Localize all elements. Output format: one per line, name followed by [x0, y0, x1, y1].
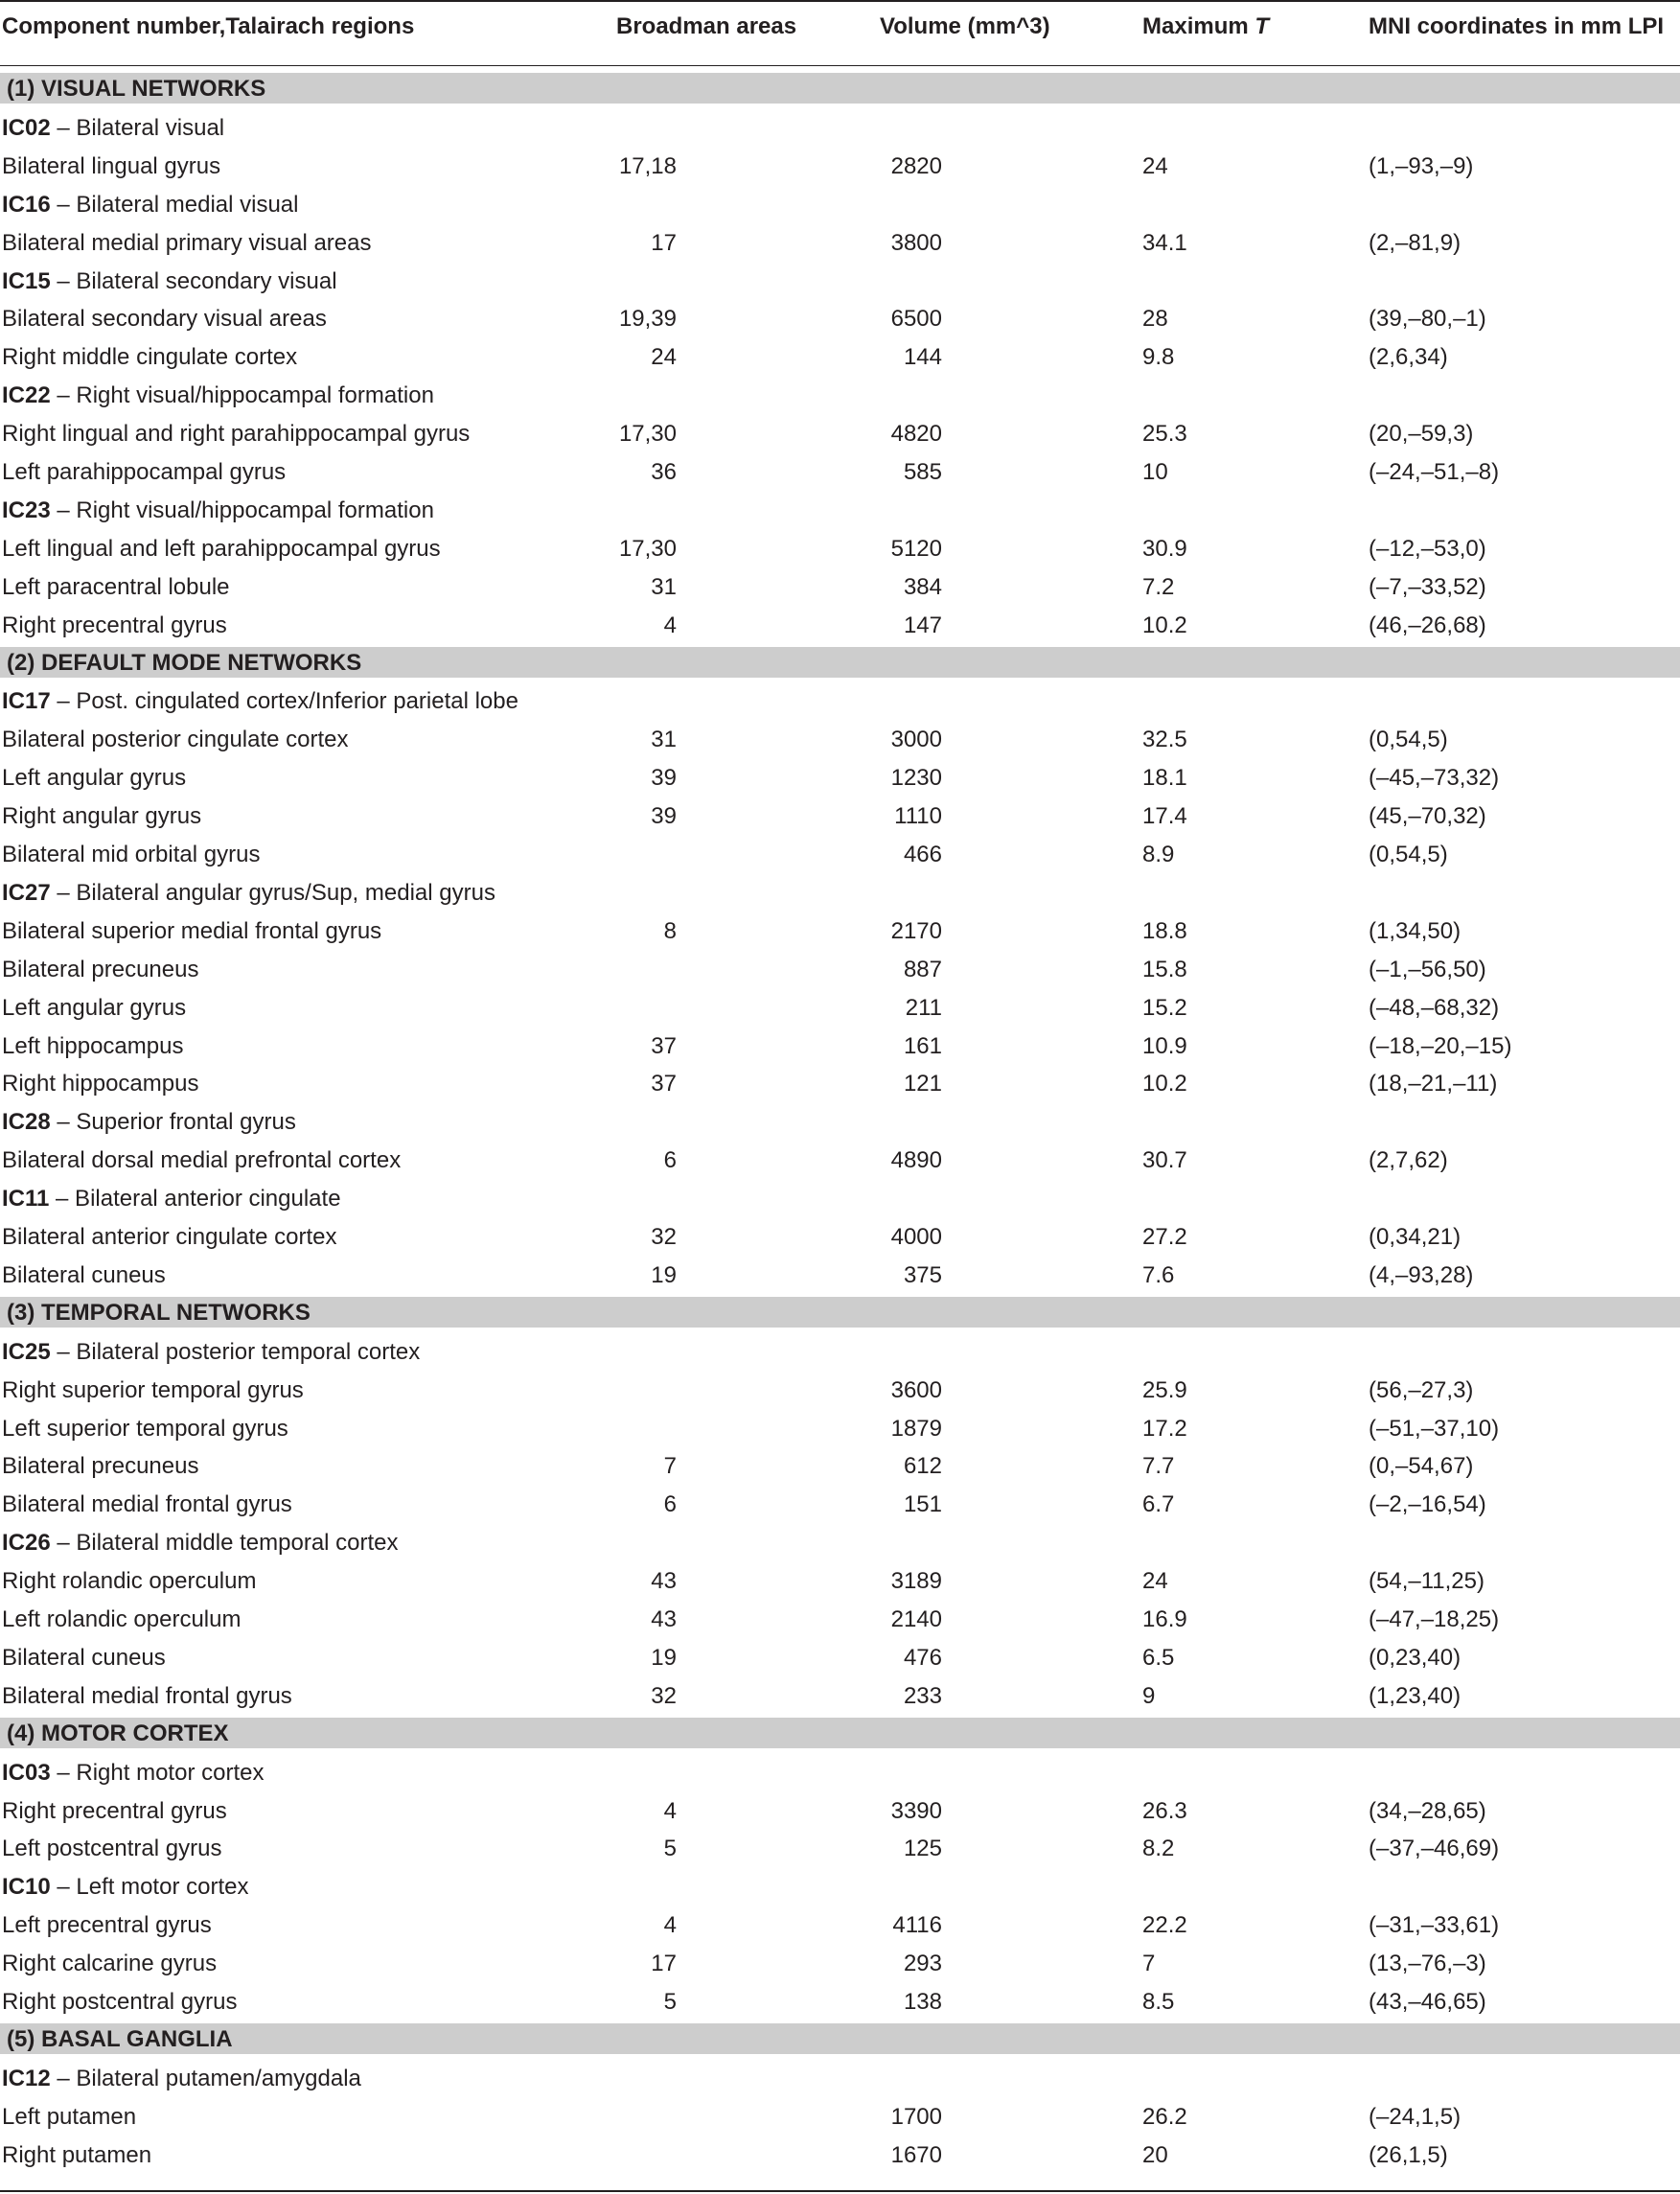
- table-top-rule: [0, 0, 1680, 2]
- section-title: (1) VISUAL NETWORKS: [7, 76, 266, 102]
- max-t-cell: 18.1: [1142, 765, 1187, 792]
- section-title: (3) TEMPORAL NETWORKS: [7, 1299, 311, 1326]
- mni-cell: (–47,–18,25): [1369, 1606, 1500, 1632]
- table-row: [0, 223, 1680, 262]
- volume-cell: 4116: [892, 1912, 942, 1939]
- broadman-cell: 17: [651, 1951, 677, 1977]
- volume-cell: 6500: [890, 306, 942, 333]
- volume-cell: 476: [903, 1644, 942, 1671]
- component-row: [0, 185, 1680, 223]
- max-t-cell: 34.1: [1142, 229, 1187, 256]
- component-description: – Bilateral middle temporal cortex: [50, 1530, 399, 1557]
- volume-cell: 4000: [890, 1224, 942, 1250]
- region-cell: Bilateral mid orbital gyrus: [2, 842, 261, 867]
- component-id: IC26: [2, 1530, 51, 1557]
- broadman-cell: 8: [663, 917, 677, 944]
- table-row: [0, 1561, 1680, 1600]
- mni-cell: (2,–81,9): [1369, 229, 1461, 256]
- volume-cell: 375: [903, 1261, 942, 1288]
- max-t-cell: 8.5: [1142, 1989, 1175, 2015]
- table-row: [0, 1256, 1680, 1294]
- broadman-cell: 43: [651, 1606, 677, 1632]
- broadman-cell: 37: [651, 1032, 677, 1059]
- component-description: – Bilateral anterior cingulate: [49, 1186, 341, 1212]
- broadman-cell: 6: [663, 1147, 677, 1174]
- region-cell: Right putamen: [2, 2141, 152, 2168]
- section-title: (4) MOTOR CORTEX: [7, 1720, 229, 1746]
- component-label: [2, 1530, 399, 1557]
- mni-cell: (39,–80,–1): [1369, 306, 1486, 333]
- component-id: IC02: [2, 114, 51, 141]
- max-t-cell: 24: [1142, 152, 1168, 179]
- header-component: Component number,Talairach regions: [2, 13, 415, 39]
- table-row: [0, 2136, 1680, 2174]
- volume-cell: 2170: [890, 917, 942, 944]
- component-row: [0, 1179, 1680, 1217]
- mni-cell: (–48,–68,32): [1369, 994, 1500, 1021]
- max-t-cell: 26.3: [1142, 1797, 1187, 1824]
- component-row: [0, 2059, 1680, 2097]
- volume-cell: 121: [903, 1071, 942, 1097]
- table-row: [0, 1446, 1680, 1485]
- component-id: IC25: [2, 1338, 51, 1365]
- component-id: IC17: [2, 688, 51, 715]
- volume-cell: 3800: [890, 229, 942, 256]
- header-maximum-t: [1142, 13, 1269, 40]
- component-label: [2, 1109, 296, 1136]
- mni-cell: (20,–59,3): [1369, 421, 1474, 448]
- max-t-cell: 7.2: [1142, 573, 1175, 600]
- mni-cell: (56,–27,3): [1369, 1376, 1474, 1403]
- table-row: [0, 758, 1680, 797]
- broadman-cell: 4: [663, 612, 677, 638]
- component-label: [2, 497, 434, 524]
- region-cell: Bilateral medial frontal gyrus: [2, 1491, 292, 1518]
- broadman-cell: 36: [651, 459, 677, 485]
- volume-cell: 144: [903, 344, 942, 371]
- broadman-cell: 39: [651, 765, 677, 792]
- mni-cell: (0,54,5): [1369, 727, 1448, 753]
- component-description: – Bilateral putamen/amygdala: [50, 2065, 361, 2091]
- region-cell: Right middle cingulate cortex: [2, 344, 298, 371]
- table-bottom-rule: [0, 2190, 1680, 2192]
- component-id: IC12: [2, 2065, 51, 2091]
- mni-cell: (46,–26,68): [1369, 612, 1486, 638]
- broadman-cell: 5: [663, 1989, 677, 2015]
- table-row: [0, 414, 1680, 452]
- max-t-cell: 9: [1142, 1682, 1156, 1709]
- table-row: [0, 1217, 1680, 1256]
- section-header: [0, 73, 1680, 104]
- component-id: IC28: [2, 1109, 51, 1136]
- table-row: [0, 1409, 1680, 1447]
- mni-cell: (–37,–46,69): [1369, 1836, 1500, 1862]
- section-header: [0, 2023, 1680, 2054]
- mni-cell: (18,–21,–11): [1369, 1071, 1498, 1097]
- max-t-cell: 7.7: [1142, 1453, 1175, 1480]
- volume-cell: 147: [903, 612, 942, 638]
- mni-cell: (34,–28,65): [1369, 1797, 1486, 1824]
- component-id: IC10: [2, 1874, 51, 1901]
- component-description: – Superior frontal gyrus: [50, 1109, 296, 1136]
- volume-cell: 887: [903, 956, 942, 982]
- header-maximum-t-var: T: [1254, 13, 1270, 39]
- max-t-cell: 10: [1142, 459, 1168, 485]
- max-t-cell: 30.9: [1142, 535, 1187, 562]
- volume-cell: 466: [903, 842, 942, 867]
- mni-cell: (–12,–53,0): [1369, 535, 1486, 562]
- component-label: [2, 382, 434, 409]
- region-cell: Right calcarine gyrus: [2, 1951, 218, 1977]
- component-description: – Right visual/hippocampal formation: [50, 382, 434, 409]
- table-row: [0, 1982, 1680, 2021]
- component-id: IC16: [2, 191, 51, 218]
- component-label: [2, 688, 518, 715]
- region-cell: Left parahippocampal gyrus: [2, 459, 287, 485]
- region-cell: Right lingual and right parahippocampal gyrus: [2, 421, 471, 448]
- volume-cell: 1700: [890, 2103, 942, 2130]
- table-row: [0, 529, 1680, 567]
- broadman-cell: 5: [663, 1836, 677, 1862]
- component-label: [2, 115, 224, 142]
- broadman-cell: 7: [663, 1453, 677, 1480]
- region-cell: Bilateral precuneus: [2, 1453, 199, 1480]
- volume-cell: 1670: [890, 2141, 942, 2168]
- volume-cell: 1230: [890, 765, 942, 792]
- volume-cell: 3600: [890, 1376, 942, 1403]
- mni-cell: (13,–76,–3): [1369, 1951, 1486, 1977]
- mni-cell: (0,34,21): [1369, 1224, 1461, 1250]
- component-id: IC03: [2, 1759, 51, 1786]
- table-row: [0, 147, 1680, 185]
- region-cell: Left angular gyrus: [2, 994, 187, 1021]
- component-row: [0, 1523, 1680, 1561]
- broadman-cell: 6: [663, 1491, 677, 1518]
- broadman-cell: 32: [651, 1224, 677, 1250]
- header-broadman-areas: Broadman areas: [616, 13, 797, 39]
- mni-cell: (2,6,34): [1369, 344, 1448, 371]
- component-row: [0, 1102, 1680, 1141]
- component-label: [2, 268, 337, 295]
- table-row: [0, 988, 1680, 1027]
- component-row: [0, 108, 1680, 147]
- region-cell: Bilateral medial primary visual areas: [2, 229, 372, 256]
- max-t-cell: 6.5: [1142, 1644, 1175, 1671]
- region-cell: Right rolandic operculum: [2, 1568, 257, 1595]
- volume-cell: 233: [903, 1682, 942, 1709]
- region-cell: Bilateral dorsal medial prefrontal cortex: [2, 1147, 402, 1174]
- region-cell: Left lingual and left parahippocampal gyrus: [2, 535, 441, 562]
- component-row: [0, 1332, 1680, 1371]
- max-t-cell: 22.2: [1142, 1912, 1187, 1939]
- region-cell: Right precentral gyrus: [2, 612, 227, 638]
- max-t-cell: 15.8: [1142, 956, 1187, 982]
- broadman-cell: 19,39: [618, 306, 677, 333]
- region-cell: Left angular gyrus: [2, 765, 187, 792]
- mni-cell: (54,–11,25): [1369, 1568, 1484, 1595]
- broadman-cell: 39: [651, 803, 677, 830]
- region-cell: Bilateral superior medial frontal gyrus: [2, 917, 382, 944]
- component-label: [2, 192, 299, 219]
- volume-cell: 3189: [890, 1568, 942, 1595]
- volume-cell: 2820: [890, 152, 942, 179]
- mni-cell: (–18,–20,–15): [1369, 1032, 1512, 1059]
- table-row: [0, 1944, 1680, 1982]
- region-cell: Right angular gyrus: [2, 803, 202, 830]
- volume-cell: 3390: [890, 1797, 942, 1824]
- region-cell: Left postcentral gyrus: [2, 1836, 222, 1862]
- volume-cell: 384: [903, 573, 942, 600]
- component-description: – Bilateral posterior temporal cortex: [50, 1338, 421, 1365]
- broadman-cell: 32: [651, 1682, 677, 1709]
- volume-cell: 2140: [890, 1606, 942, 1632]
- max-t-cell: 26.2: [1142, 2103, 1187, 2130]
- max-t-cell: 28: [1142, 306, 1168, 333]
- table-row: [0, 606, 1680, 644]
- max-t-cell: 7.6: [1142, 1261, 1175, 1288]
- section-header: [0, 647, 1680, 678]
- max-t-cell: 10.2: [1142, 612, 1187, 638]
- max-t-cell: 10.2: [1142, 1071, 1187, 1097]
- component-description: – Bilateral angular gyrus/Sup, medial gyrus: [50, 879, 495, 906]
- volume-cell: 151: [903, 1491, 942, 1518]
- mni-cell: (45,–70,32): [1369, 803, 1486, 830]
- max-t-cell: 15.2: [1142, 994, 1187, 1021]
- component-description: – Post. cingulated cortex/Inferior parietal lobe: [50, 688, 518, 715]
- component-description: – Right visual/hippocampal formation: [50, 497, 434, 523]
- table-row: [0, 1027, 1680, 1065]
- component-id: IC15: [2, 267, 51, 294]
- volume-cell: 293: [903, 1951, 942, 1977]
- region-cell: Bilateral lingual gyrus: [2, 152, 221, 179]
- component-description: – Right motor cortex: [50, 1759, 265, 1786]
- broadman-cell: 4: [663, 1912, 677, 1939]
- component-id: IC22: [2, 382, 51, 409]
- broadman-cell: 31: [651, 573, 677, 600]
- max-t-cell: 10.9: [1142, 1032, 1187, 1059]
- max-t-cell: 16.9: [1142, 1606, 1187, 1632]
- section-title: (5) BASAL GANGLIA: [7, 2025, 233, 2052]
- section-header: [0, 1297, 1680, 1328]
- mni-cell: (–7,–33,52): [1369, 573, 1486, 600]
- max-t-cell: 17.2: [1142, 1415, 1187, 1442]
- table-row: [0, 835, 1680, 873]
- max-t-cell: 8.2: [1142, 1836, 1175, 1862]
- table-row: [0, 1600, 1680, 1638]
- component-description: – Bilateral secondary visual: [50, 267, 337, 294]
- mni-cell: (0,–54,67): [1369, 1453, 1474, 1480]
- region-cell: Left putamen: [2, 2103, 137, 2130]
- component-row: [0, 1867, 1680, 1905]
- component-label: [2, 1186, 341, 1212]
- table-row: [0, 2097, 1680, 2136]
- table-row: [0, 452, 1680, 491]
- component-row: [0, 376, 1680, 414]
- component-description: – Left motor cortex: [50, 1874, 249, 1901]
- mni-cell: (26,1,5): [1369, 2141, 1448, 2168]
- table-row: [0, 1371, 1680, 1409]
- mni-cell: (–1,–56,50): [1369, 956, 1486, 982]
- broadman-cell: 37: [651, 1071, 677, 1097]
- table-row: [0, 1638, 1680, 1676]
- max-t-cell: 32.5: [1142, 727, 1187, 753]
- volume-cell: 585: [903, 459, 942, 485]
- component-label: [2, 880, 495, 907]
- component-id: IC11: [2, 1186, 50, 1212]
- max-t-cell: 9.8: [1142, 344, 1175, 371]
- table-row: [0, 1676, 1680, 1715]
- table-row: [0, 1829, 1680, 1867]
- section-title: (2) DEFAULT MODE NETWORKS: [7, 649, 362, 676]
- table-row: [0, 720, 1680, 758]
- volume-cell: 161: [903, 1032, 942, 1059]
- max-t-cell: 30.7: [1142, 1147, 1187, 1174]
- volume-cell: 138: [903, 1989, 942, 2015]
- region-cell: Left superior temporal gyrus: [2, 1415, 288, 1442]
- component-label: [2, 1874, 248, 1901]
- max-t-cell: 7: [1142, 1951, 1156, 1977]
- mni-cell: (43,–46,65): [1369, 1989, 1486, 2015]
- region-cell: Left rolandic operculum: [2, 1606, 242, 1632]
- broadman-cell: 4: [663, 1797, 677, 1824]
- broadman-cell: 17: [651, 229, 677, 256]
- volume-cell: 1110: [894, 803, 942, 830]
- mni-cell: (4,–93,28): [1369, 1261, 1474, 1288]
- region-cell: Bilateral anterior cingulate cortex: [2, 1224, 337, 1250]
- region-cell: Bilateral cuneus: [2, 1261, 166, 1288]
- volume-cell: 4820: [890, 421, 942, 448]
- region-cell: Bilateral secondary visual areas: [2, 306, 327, 333]
- volume-cell: 4890: [890, 1147, 942, 1174]
- region-cell: Bilateral posterior cingulate cortex: [2, 727, 349, 753]
- component-row: [0, 262, 1680, 300]
- max-t-cell: 25.3: [1142, 421, 1187, 448]
- broadman-cell: 17,30: [618, 535, 677, 562]
- component-row: [0, 491, 1680, 529]
- component-row: [0, 681, 1680, 720]
- component-label: [2, 1760, 264, 1787]
- mni-cell: (–2,–16,54): [1369, 1491, 1486, 1518]
- mni-cell: (–45,–73,32): [1369, 765, 1500, 792]
- mni-cell: (1,34,50): [1369, 917, 1461, 944]
- region-cell: Bilateral medial frontal gyrus: [2, 1682, 292, 1709]
- component-id: IC27: [2, 879, 51, 906]
- region-cell: Bilateral precuneus: [2, 956, 199, 982]
- table-row: [0, 1905, 1680, 1944]
- region-cell: Right precentral gyrus: [2, 1797, 227, 1824]
- region-cell: Bilateral cuneus: [2, 1644, 166, 1671]
- max-t-cell: 25.9: [1142, 1376, 1187, 1403]
- region-cell: Right hippocampus: [2, 1071, 199, 1097]
- broadman-cell: 19: [651, 1261, 677, 1288]
- mni-cell: (–51,–37,10): [1369, 1415, 1500, 1442]
- header-volume: Volume (mm^3): [880, 13, 1050, 39]
- volume-cell: 5120: [890, 535, 942, 562]
- mni-cell: (–24,–51,–8): [1369, 459, 1500, 485]
- broadman-cell: 31: [651, 727, 677, 753]
- mni-cell: (–24,1,5): [1369, 2103, 1461, 2130]
- volume-cell: 3000: [890, 727, 942, 753]
- table-row: [0, 299, 1680, 337]
- volume-cell: 1879: [890, 1415, 942, 1442]
- region-cell: Right postcentral gyrus: [2, 1989, 238, 2015]
- region-cell: Left precentral gyrus: [2, 1912, 212, 1939]
- max-t-cell: 24: [1142, 1568, 1168, 1595]
- table-row: [0, 1141, 1680, 1179]
- broadman-cell: 17,30: [618, 421, 677, 448]
- table-row: [0, 950, 1680, 988]
- table-row: [0, 1485, 1680, 1523]
- mni-cell: (1,23,40): [1369, 1682, 1461, 1709]
- volume-cell: 612: [903, 1453, 942, 1480]
- broadman-cell: 24: [651, 344, 677, 371]
- header-rule: [0, 65, 1680, 66]
- max-t-cell: 6.7: [1142, 1491, 1175, 1518]
- max-t-cell: 20: [1142, 2141, 1168, 2168]
- mni-cell: (0,54,5): [1369, 842, 1448, 867]
- header-maximum-t-label: Maximum: [1142, 13, 1255, 39]
- table-row: [0, 1791, 1680, 1830]
- table-row: [0, 567, 1680, 606]
- header-mni: MNI coordinates in mm LPI: [1369, 13, 1665, 39]
- max-t-cell: 27.2: [1142, 1224, 1187, 1250]
- component-label: [2, 2066, 361, 2092]
- component-description: – Bilateral visual: [50, 114, 225, 141]
- region-cell: Left paracentral lobule: [2, 573, 230, 600]
- mni-cell: (1,–93,–9): [1369, 152, 1474, 179]
- component-row: [0, 1753, 1680, 1791]
- broadman-cell: 19: [651, 1644, 677, 1671]
- table-row: [0, 337, 1680, 376]
- table-row: [0, 1064, 1680, 1102]
- max-t-cell: 8.9: [1142, 842, 1175, 867]
- volume-cell: 125: [903, 1836, 942, 1862]
- mni-cell: (2,7,62): [1369, 1147, 1448, 1174]
- section-header: [0, 1718, 1680, 1748]
- table-row: [0, 912, 1680, 950]
- component-id: IC23: [2, 497, 51, 523]
- broadman-cell: 17,18: [618, 152, 677, 179]
- table-row: [0, 797, 1680, 835]
- broadman-cell: 43: [651, 1568, 677, 1595]
- region-cell: Right superior temporal gyrus: [2, 1376, 304, 1403]
- volume-cell: 211: [905, 994, 942, 1021]
- max-t-cell: 17.4: [1142, 803, 1187, 830]
- component-label: [2, 1339, 420, 1366]
- mni-cell: (0,23,40): [1369, 1644, 1461, 1671]
- component-description: – Bilateral medial visual: [50, 191, 299, 218]
- mni-cell: (–31,–33,61): [1369, 1912, 1500, 1939]
- region-cell: Left hippocampus: [2, 1032, 184, 1059]
- component-row: [0, 873, 1680, 912]
- max-t-cell: 18.8: [1142, 917, 1187, 944]
